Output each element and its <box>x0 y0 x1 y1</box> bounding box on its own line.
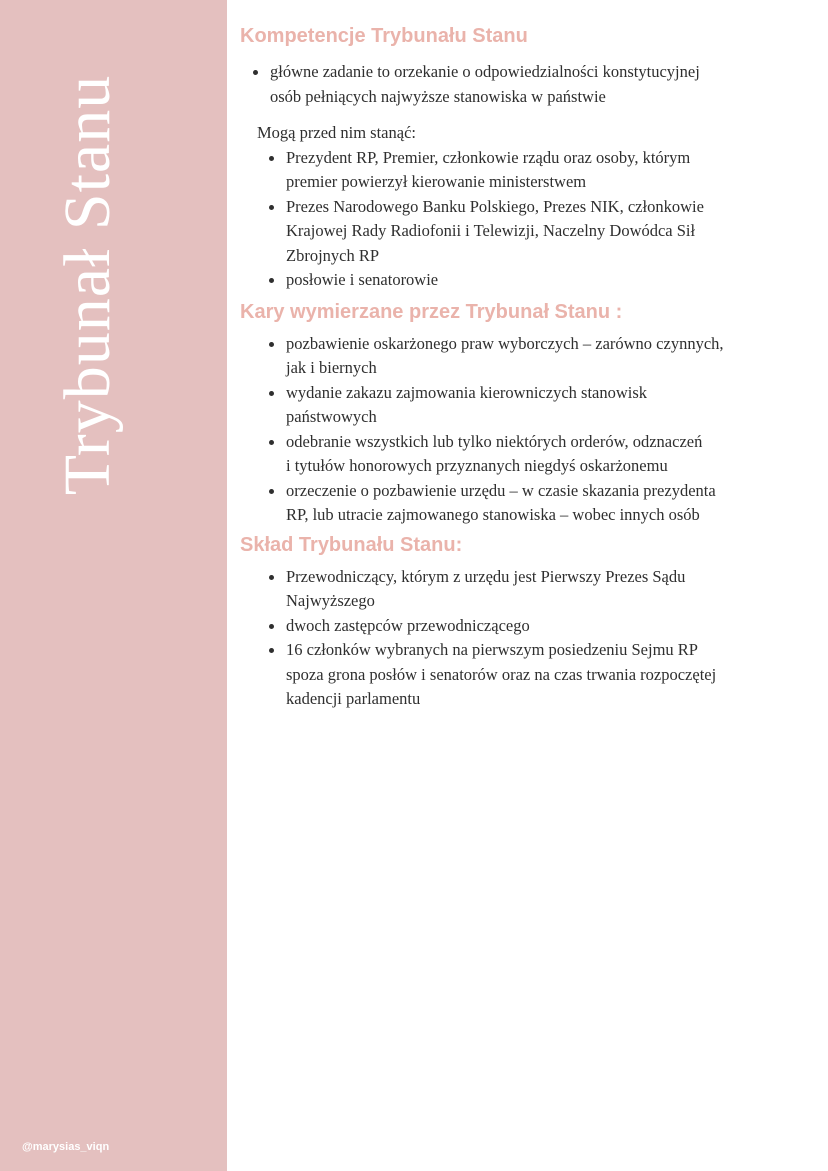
list-item: dwoch zastępców przewodniczącego <box>286 614 812 639</box>
intro-text: Mogą przed nim stanąć: <box>257 123 416 142</box>
penalties-list <box>240 332 812 528</box>
list-item: główne zadanie to orzekanie o odpowiedzialności konstytucyjnej osób pełniących najwyższe stanowiska w państwie <box>270 60 812 109</box>
list-item: odebranie wszystkich lub tylko niektórych orderów, odznaczeń i tytułów honorowych przyznanych niegdyś oskarżonemu <box>286 430 812 479</box>
list-item: pozbawienie oskarżonego praw wyborczych – zarówno czynnych, jak i biernych <box>286 332 812 381</box>
list-item: Przewodniczący, którym z urzędu jest Pierwszy Prezes Sądu Najwyższego <box>286 565 812 614</box>
sidebar <box>0 0 227 1171</box>
author-handle: @marysias_viqn <box>22 1141 110 1153</box>
list-item: wydanie zakazu zajmowania kierowniczych stanowisk państwowych <box>286 381 812 430</box>
heading-sklad: Skład Trybunału Stanu: <box>240 533 463 556</box>
vertical-title: Trybunał Stanu <box>51 74 124 496</box>
composition-list <box>240 565 812 712</box>
heading-kompetencje: Kompetencje Trybunału Stanu <box>240 25 528 47</box>
list-item: Prezydent RP, Premier, członkowie rządu oraz osoby, którym premier powierzył kierowanie ministerstwem <box>286 146 812 195</box>
list-item: Prezes Narodowego Banku Polskiego, Prezes NIK, członkowie Krajowej Rady Radiofonii i Telewizji, Naczelny Dowódca Sił Zbrojnych RP <box>286 195 812 269</box>
main-point-list <box>240 60 812 109</box>
content <box>240 22 812 712</box>
who-list <box>240 146 812 293</box>
list-item: orzeczenie o pozbawienie urzędu – w czasie skazania prezydenta RP, lub utracie zajmowanego stanowiska – wobec innych osób <box>286 479 812 528</box>
list-item: posłowie i senatorowie <box>286 268 812 293</box>
list-item: 16 członków wybranych na pierwszym posiedzeniu Sejmu RP spoza grona posłów i senatorów oraz na czas trwania rozpoczętej kadencji parlamentu <box>286 638 812 712</box>
heading-kary: Kary wymierzane przez Trybunał Stanu : <box>240 300 623 323</box>
